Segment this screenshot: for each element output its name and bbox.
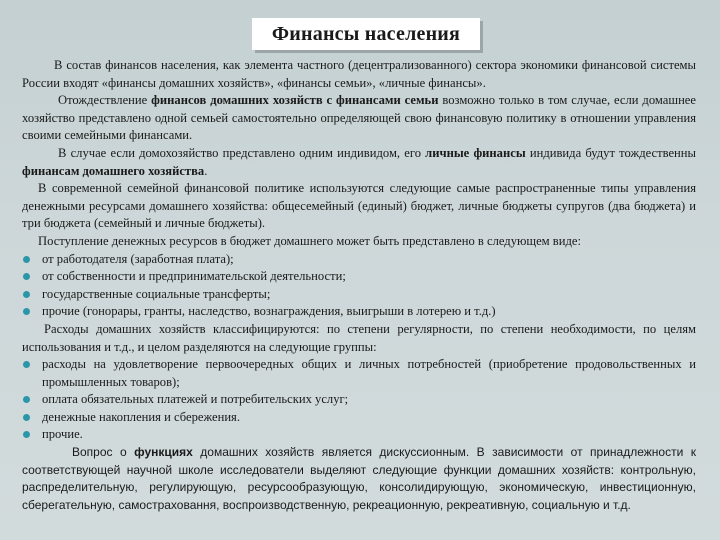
list-item [22, 286, 696, 304]
list-item [22, 251, 696, 269]
text-span: . [204, 163, 208, 178]
text-span: домашних хозяйств является дискуссионным. В зависимости от принадлежности к соответствующей научной школе исследователи выделяют следующие функции домашних хозяйств: контрольную, распределительную, регулирующую, ресурсообразующую, консолидирующую, экономическую, инвестиционную, сберегательную, самостраховання, воспроизводственную, рекреационную, рекреативную, социальную и т.д. [22, 445, 696, 512]
paragraph-individual [22, 145, 696, 180]
bullet-icon [23, 431, 30, 438]
text-span: Отождествление [58, 93, 152, 108]
bullet-icon [23, 291, 30, 298]
paragraph-composition: В состав финансов населения, как элемента частного (децентрализованного) сектора экономики финансовой системы России входят «финансы домашних хозяйств», «финансы семьи», «личные финансы». [22, 58, 696, 90]
list-item [22, 268, 696, 286]
text-span: В случае если домохозяйство представлено одним индивидом, его [58, 145, 426, 160]
list-item-text: оплата обязательных платежей и потребительских услуг; [42, 392, 349, 407]
expense-groups-list [22, 356, 696, 444]
bullet-icon [23, 361, 30, 368]
bold-term: финансам домашнего хозяйства [22, 163, 205, 178]
text-span: Вопрос о [72, 445, 135, 460]
list-item-text: государственные социальные трансферты; [42, 286, 271, 301]
list-item-text: прочие. [42, 427, 83, 442]
paragraph-functions [22, 444, 696, 514]
list-item [22, 426, 696, 444]
income-sources-list [22, 251, 696, 321]
bold-term: финансов домашних хозяйств с финансами семьи [151, 93, 439, 108]
list-item-text: расходы на удовлетворение первоочередных общих и личных потребностей (приобретение продовольственных и промышленных товаров); [42, 357, 696, 389]
paragraph-income-intro: Поступление денежных ресурсов в бюджет домашнего может быть представлено в следующем виде: [38, 233, 581, 248]
bullet-icon [23, 396, 30, 403]
text-span: возможно только в том случае, если домашнее хозяйство представлено одной семьей самостоятельно определяющей свою финансовую политику в отношении управления своими семейными финансами. [22, 93, 696, 143]
list-item [22, 356, 696, 391]
paragraph-expenses-intro: Расходы домашних хозяйств классифицируются: по степени регулярности, по степени необходимости, по целям использования и т.д., и целом разделяются на следующие группы: [22, 321, 696, 354]
list-item-text: денежные накопления и сбережения. [42, 409, 241, 424]
title-box [252, 18, 480, 50]
list-item [22, 303, 696, 321]
content-body [22, 57, 696, 514]
bold-term: функциях [134, 445, 193, 460]
bullet-icon [23, 256, 30, 263]
bullet-icon [23, 273, 30, 280]
page-title: Финансы населения [271, 22, 461, 45]
list-item-text: прочие (гонорары, гранты, наследство, вознаграждения, выигрыши в лотерею и т.д.) [42, 304, 496, 319]
paragraph-identification [22, 92, 696, 145]
bullet-icon [23, 308, 30, 315]
paragraph-budget-types: В современной семейной финансовой политике используются следующие самые распространенные типы управления денежными ресурсами домашнего хозяйства: общесемейный (единый) бюджет, личные бюджеты супругов (два бюджета) и три бюджета (семейный и личные бюджеты). [22, 181, 696, 231]
bullet-icon [23, 414, 30, 421]
list-item-text: от работодателя (заработная плата); [42, 251, 234, 266]
text-span: индивида будут тождественны [525, 145, 696, 160]
list-item-text: от собственности и предпринимательской деятельности; [42, 269, 346, 284]
list-item [22, 391, 696, 409]
list-item [22, 409, 696, 427]
bold-term: личные финансы [425, 145, 526, 160]
